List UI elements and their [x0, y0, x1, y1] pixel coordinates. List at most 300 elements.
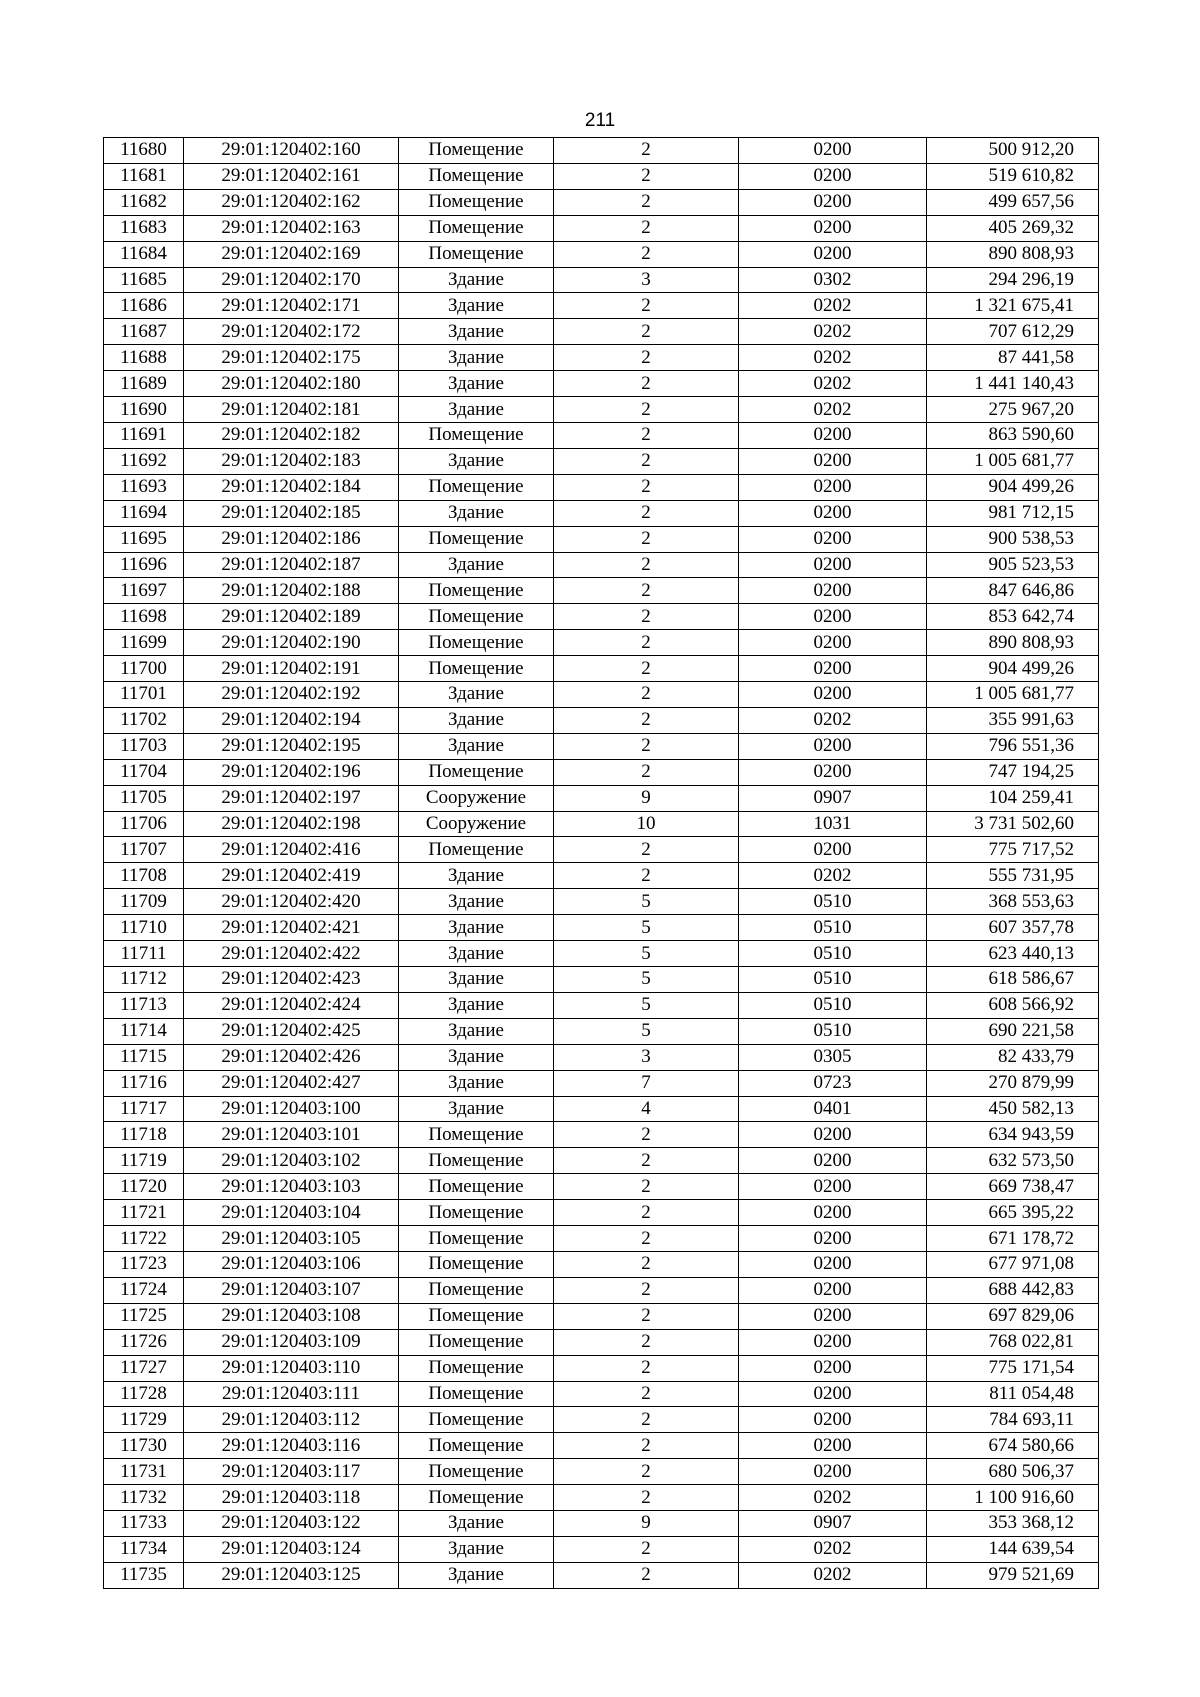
- cadastral-number-cell: 29:01:120402:160: [184, 138, 399, 164]
- table-row: [104, 189, 1099, 215]
- row-number-cell: 11688: [104, 345, 184, 371]
- object-type-cell: Здание: [399, 889, 554, 915]
- table-row: [104, 422, 1099, 448]
- table-row: [104, 526, 1099, 552]
- object-type-cell: Помещение: [399, 578, 554, 604]
- cadastral-cost-cell: 697 829,06: [927, 1303, 1099, 1329]
- cadastral-number-cell: 29:01:120402:424: [184, 992, 399, 1018]
- code-cell: 0200: [739, 733, 927, 759]
- object-type-cell: Помещение: [399, 189, 554, 215]
- group-cell: 2: [554, 759, 739, 785]
- table-row: [104, 992, 1099, 1018]
- table-row: [104, 241, 1099, 267]
- object-type-cell: Здание: [399, 1096, 554, 1122]
- table-row: [104, 345, 1099, 371]
- table-row: [104, 397, 1099, 423]
- cadastral-number-cell: 29:01:120402:416: [184, 837, 399, 863]
- row-number-cell: 11693: [104, 474, 184, 500]
- object-type-cell: Здание: [399, 863, 554, 889]
- object-type-cell: Сооружение: [399, 811, 554, 837]
- code-cell: 0510: [739, 941, 927, 967]
- cadastral-number-cell: 29:01:120402:175: [184, 345, 399, 371]
- row-number-cell: 11712: [104, 967, 184, 993]
- table-row: [104, 1511, 1099, 1537]
- object-type-cell: Помещение: [399, 1251, 554, 1277]
- table-row: [104, 1200, 1099, 1226]
- object-type-cell: Помещение: [399, 1485, 554, 1511]
- group-cell: 9: [554, 785, 739, 811]
- code-cell: 0200: [739, 656, 927, 682]
- cadastral-cost-cell: 618 586,67: [927, 967, 1099, 993]
- group-cell: 2: [554, 1459, 739, 1485]
- group-cell: 2: [554, 1562, 739, 1588]
- group-cell: 2: [554, 422, 739, 448]
- cadastral-number-cell: 29:01:120403:108: [184, 1303, 399, 1329]
- cadastral-cost-cell: 275 967,20: [927, 397, 1099, 423]
- code-cell: 0907: [739, 1511, 927, 1537]
- table-row: [104, 759, 1099, 785]
- cadastral-cost-cell: 608 566,92: [927, 992, 1099, 1018]
- code-cell: 0200: [739, 1122, 927, 1148]
- code-cell: 0510: [739, 967, 927, 993]
- cadastral-cost-cell: 747 194,25: [927, 759, 1099, 785]
- table-row: [104, 474, 1099, 500]
- code-cell: 0907: [739, 785, 927, 811]
- cadastral-cost-cell: 775 171,54: [927, 1355, 1099, 1381]
- cadastral-cost-cell: 1 100 916,60: [927, 1485, 1099, 1511]
- cadastral-number-cell: 29:01:120402:170: [184, 267, 399, 293]
- group-cell: 2: [554, 1303, 739, 1329]
- cadastral-number-cell: 29:01:120402:421: [184, 915, 399, 941]
- table-row: [104, 1044, 1099, 1070]
- group-cell: 2: [554, 1148, 739, 1174]
- code-cell: 0202: [739, 345, 927, 371]
- code-cell: 0202: [739, 707, 927, 733]
- cadastral-number-cell: 29:01:120403:117: [184, 1459, 399, 1485]
- cadastral-cost-cell: 768 022,81: [927, 1329, 1099, 1355]
- group-cell: 2: [554, 733, 739, 759]
- object-type-cell: Помещение: [399, 138, 554, 164]
- code-cell: 0305: [739, 1044, 927, 1070]
- object-type-cell: Помещение: [399, 759, 554, 785]
- group-cell: 2: [554, 682, 739, 708]
- row-number-cell: 11729: [104, 1407, 184, 1433]
- object-type-cell: Здание: [399, 1511, 554, 1537]
- code-cell: 0200: [739, 604, 927, 630]
- group-cell: 10: [554, 811, 739, 837]
- group-cell: 2: [554, 526, 739, 552]
- object-type-cell: Помещение: [399, 1303, 554, 1329]
- object-type-cell: Помещение: [399, 1381, 554, 1407]
- group-cell: 2: [554, 578, 739, 604]
- row-number-cell: 11722: [104, 1226, 184, 1252]
- cadastral-number-cell: 29:01:120402:171: [184, 293, 399, 319]
- table-row: [104, 941, 1099, 967]
- code-cell: 0200: [739, 1174, 927, 1200]
- object-type-cell: Помещение: [399, 215, 554, 241]
- cadastral-number-cell: 29:01:120402:191: [184, 656, 399, 682]
- row-number-cell: 11689: [104, 371, 184, 397]
- cadastral-number-cell: 29:01:120402:182: [184, 422, 399, 448]
- cadastral-number-cell: 29:01:120402:420: [184, 889, 399, 915]
- table-row: [104, 863, 1099, 889]
- code-cell: 0202: [739, 1536, 927, 1562]
- group-cell: 2: [554, 656, 739, 682]
- cadastral-cost-cell: 981 712,15: [927, 500, 1099, 526]
- page-number: 211: [584, 110, 616, 131]
- table-row: [104, 604, 1099, 630]
- cadastral-cost-cell: 623 440,13: [927, 941, 1099, 967]
- cadastral-number-cell: 29:01:120403:106: [184, 1251, 399, 1277]
- group-cell: 5: [554, 1018, 739, 1044]
- group-cell: 2: [554, 500, 739, 526]
- code-cell: 0200: [739, 474, 927, 500]
- cadastral-number-cell: 29:01:120402:169: [184, 241, 399, 267]
- row-number-cell: 11715: [104, 1044, 184, 1070]
- cadastral-number-cell: 29:01:120402:422: [184, 941, 399, 967]
- cadastral-number-cell: 29:01:120402:192: [184, 682, 399, 708]
- row-number-cell: 11691: [104, 422, 184, 448]
- object-type-cell: Здание: [399, 915, 554, 941]
- table-row: [104, 733, 1099, 759]
- row-number-cell: 11698: [104, 604, 184, 630]
- code-cell: 0200: [739, 1303, 927, 1329]
- object-type-cell: Здание: [399, 682, 554, 708]
- code-cell: 0200: [739, 526, 927, 552]
- cadastral-cost-cell: 519 610,82: [927, 163, 1099, 189]
- row-number-cell: 11718: [104, 1122, 184, 1148]
- cadastral-cost-cell: 904 499,26: [927, 474, 1099, 500]
- cadastral-number-cell: 29:01:120402:185: [184, 500, 399, 526]
- object-type-cell: Помещение: [399, 1459, 554, 1485]
- cadastral-number-cell: 29:01:120402:427: [184, 1070, 399, 1096]
- cadastral-cost-cell: 1 005 681,77: [927, 448, 1099, 474]
- cadastral-cost-cell: 863 590,60: [927, 422, 1099, 448]
- group-cell: 2: [554, 448, 739, 474]
- code-cell: 0510: [739, 889, 927, 915]
- code-cell: 0200: [739, 215, 927, 241]
- code-cell: 0200: [739, 500, 927, 526]
- row-number-cell: 11695: [104, 526, 184, 552]
- cadastral-cost-cell: 677 971,08: [927, 1251, 1099, 1277]
- object-type-cell: Здание: [399, 448, 554, 474]
- object-type-cell: Здание: [399, 1070, 554, 1096]
- table-row: [104, 1096, 1099, 1122]
- table-row: [104, 448, 1099, 474]
- cadastral-number-cell: 29:01:120403:118: [184, 1485, 399, 1511]
- row-number-cell: 11697: [104, 578, 184, 604]
- row-number-cell: 11692: [104, 448, 184, 474]
- code-cell: 0200: [739, 682, 927, 708]
- table-row: [104, 1329, 1099, 1355]
- group-cell: 5: [554, 992, 739, 1018]
- table-row: [104, 319, 1099, 345]
- group-cell: 2: [554, 319, 739, 345]
- cadastral-number-cell: 29:01:120403:100: [184, 1096, 399, 1122]
- object-type-cell: Здание: [399, 1562, 554, 1588]
- code-cell: 0200: [739, 630, 927, 656]
- object-type-cell: Помещение: [399, 1200, 554, 1226]
- group-cell: 2: [554, 863, 739, 889]
- code-cell: 0200: [739, 1226, 927, 1252]
- cadastral-number-cell: 29:01:120402:189: [184, 604, 399, 630]
- table-row: [104, 1433, 1099, 1459]
- group-cell: 2: [554, 837, 739, 863]
- row-number-cell: 11687: [104, 319, 184, 345]
- row-number-cell: 11735: [104, 1562, 184, 1588]
- code-cell: 0200: [739, 1329, 927, 1355]
- group-cell: 2: [554, 397, 739, 423]
- object-type-cell: Здание: [399, 319, 554, 345]
- code-cell: 0202: [739, 1485, 927, 1511]
- row-number-cell: 11725: [104, 1303, 184, 1329]
- group-cell: 5: [554, 941, 739, 967]
- cadastral-number-cell: 29:01:120402:186: [184, 526, 399, 552]
- cadastral-cost-cell: 707 612,29: [927, 319, 1099, 345]
- row-number-cell: 11734: [104, 1536, 184, 1562]
- object-type-cell: Здание: [399, 733, 554, 759]
- table-row: [104, 889, 1099, 915]
- cadastral-cost-cell: 665 395,22: [927, 1200, 1099, 1226]
- group-cell: 7: [554, 1070, 739, 1096]
- cadastral-cost-cell: 104 259,41: [927, 785, 1099, 811]
- group-cell: 2: [554, 371, 739, 397]
- cadastral-number-cell: 29:01:120402:181: [184, 397, 399, 423]
- cadastral-number-cell: 29:01:120402:187: [184, 552, 399, 578]
- group-cell: 2: [554, 1536, 739, 1562]
- group-cell: 2: [554, 630, 739, 656]
- row-number-cell: 11709: [104, 889, 184, 915]
- row-number-cell: 11685: [104, 267, 184, 293]
- row-number-cell: 11728: [104, 1381, 184, 1407]
- code-cell: 0200: [739, 1459, 927, 1485]
- cadastral-cost-cell: 890 808,93: [927, 630, 1099, 656]
- table-row: [104, 915, 1099, 941]
- row-number-cell: 11730: [104, 1433, 184, 1459]
- object-type-cell: Помещение: [399, 604, 554, 630]
- row-number-cell: 11686: [104, 293, 184, 319]
- cadastral-cost-cell: 671 178,72: [927, 1226, 1099, 1252]
- row-number-cell: 11690: [104, 397, 184, 423]
- object-type-cell: Помещение: [399, 1277, 554, 1303]
- table-row: [104, 371, 1099, 397]
- object-type-cell: Сооружение: [399, 785, 554, 811]
- group-cell: 5: [554, 967, 739, 993]
- cadastral-cost-cell: 82 433,79: [927, 1044, 1099, 1070]
- object-type-cell: Помещение: [399, 1433, 554, 1459]
- object-type-cell: Помещение: [399, 422, 554, 448]
- cadastral-cost-cell: 688 442,83: [927, 1277, 1099, 1303]
- row-number-cell: 11724: [104, 1277, 184, 1303]
- cadastral-cost-cell: 368 553,63: [927, 889, 1099, 915]
- group-cell: 2: [554, 138, 739, 164]
- code-cell: 1031: [739, 811, 927, 837]
- code-cell: 0401: [739, 1096, 927, 1122]
- object-type-cell: Помещение: [399, 474, 554, 500]
- cadastral-number-cell: 29:01:120403:103: [184, 1174, 399, 1200]
- object-type-cell: Здание: [399, 1044, 554, 1070]
- cadastral-number-cell: 29:01:120402:184: [184, 474, 399, 500]
- cadastral-number-cell: 29:01:120402:426: [184, 1044, 399, 1070]
- cadastral-number-cell: 29:01:120403:101: [184, 1122, 399, 1148]
- cadastral-cost-cell: 811 054,48: [927, 1381, 1099, 1407]
- registry-body: [104, 138, 1099, 1589]
- table-row: [104, 630, 1099, 656]
- table-row: [104, 707, 1099, 733]
- group-cell: 3: [554, 1044, 739, 1070]
- group-cell: 2: [554, 474, 739, 500]
- group-cell: 3: [554, 267, 739, 293]
- table-row: [104, 1485, 1099, 1511]
- table-row: [104, 1407, 1099, 1433]
- table-row: [104, 837, 1099, 863]
- cadastral-cost-cell: 450 582,13: [927, 1096, 1099, 1122]
- registry-table: [103, 137, 1099, 1589]
- table-row: [104, 811, 1099, 837]
- object-type-cell: Помещение: [399, 241, 554, 267]
- object-type-cell: Здание: [399, 1018, 554, 1044]
- code-cell: 0200: [739, 1200, 927, 1226]
- row-number-cell: 11708: [104, 863, 184, 889]
- table-row: [104, 293, 1099, 319]
- row-number-cell: 11701: [104, 682, 184, 708]
- row-number-cell: 11702: [104, 707, 184, 733]
- cadastral-cost-cell: 500 912,20: [927, 138, 1099, 164]
- cadastral-number-cell: 29:01:120402:163: [184, 215, 399, 241]
- code-cell: 0200: [739, 1251, 927, 1277]
- cadastral-cost-cell: 270 879,99: [927, 1070, 1099, 1096]
- object-type-cell: Помещение: [399, 837, 554, 863]
- cadastral-number-cell: 29:01:120403:112: [184, 1407, 399, 1433]
- row-number-cell: 11706: [104, 811, 184, 837]
- cadastral-number-cell: 29:01:120403:110: [184, 1355, 399, 1381]
- object-type-cell: Здание: [399, 500, 554, 526]
- cadastral-cost-cell: 555 731,95: [927, 863, 1099, 889]
- cadastral-number-cell: 29:01:120403:104: [184, 1200, 399, 1226]
- cadastral-cost-cell: 144 639,54: [927, 1536, 1099, 1562]
- object-type-cell: Здание: [399, 397, 554, 423]
- cadastral-number-cell: 29:01:120402:188: [184, 578, 399, 604]
- row-number-cell: 11684: [104, 241, 184, 267]
- cadastral-cost-cell: 979 521,69: [927, 1562, 1099, 1588]
- cadastral-number-cell: 29:01:120403:124: [184, 1536, 399, 1562]
- row-number-cell: 11733: [104, 1511, 184, 1537]
- group-cell: 2: [554, 215, 739, 241]
- group-cell: 2: [554, 604, 739, 630]
- cadastral-cost-cell: 353 368,12: [927, 1511, 1099, 1537]
- object-type-cell: Помещение: [399, 526, 554, 552]
- row-number-cell: 11681: [104, 163, 184, 189]
- object-type-cell: Здание: [399, 552, 554, 578]
- row-number-cell: 11732: [104, 1485, 184, 1511]
- table-row: [104, 1277, 1099, 1303]
- row-number-cell: 11680: [104, 138, 184, 164]
- row-number-cell: 11700: [104, 656, 184, 682]
- cadastral-cost-cell: 1 441 140,43: [927, 371, 1099, 397]
- group-cell: 2: [554, 1485, 739, 1511]
- cadastral-number-cell: 29:01:120402:183: [184, 448, 399, 474]
- cadastral-cost-cell: 499 657,56: [927, 189, 1099, 215]
- table-row: [104, 1459, 1099, 1485]
- table-row: [104, 656, 1099, 682]
- group-cell: 5: [554, 915, 739, 941]
- code-cell: 0200: [739, 241, 927, 267]
- row-number-cell: 11683: [104, 215, 184, 241]
- cadastral-cost-cell: 632 573,50: [927, 1148, 1099, 1174]
- row-number-cell: 11694: [104, 500, 184, 526]
- cadastral-number-cell: 29:01:120403:125: [184, 1562, 399, 1588]
- cadastral-number-cell: 29:01:120402:423: [184, 967, 399, 993]
- cadastral-number-cell: 29:01:120402:162: [184, 189, 399, 215]
- table-row: [104, 552, 1099, 578]
- cadastral-number-cell: 29:01:120402:190: [184, 630, 399, 656]
- table-row: [104, 1251, 1099, 1277]
- group-cell: 4: [554, 1096, 739, 1122]
- table-row: [104, 682, 1099, 708]
- table-row: [104, 1174, 1099, 1200]
- table-row: [104, 215, 1099, 241]
- group-cell: 2: [554, 1355, 739, 1381]
- cadastral-cost-cell: 796 551,36: [927, 733, 1099, 759]
- object-type-cell: Помещение: [399, 1122, 554, 1148]
- object-type-cell: Здание: [399, 1536, 554, 1562]
- object-type-cell: Здание: [399, 967, 554, 993]
- cadastral-cost-cell: 900 538,53: [927, 526, 1099, 552]
- cadastral-number-cell: 29:01:120402:425: [184, 1018, 399, 1044]
- code-cell: 0202: [739, 863, 927, 889]
- cadastral-number-cell: 29:01:120402:197: [184, 785, 399, 811]
- cadastral-number-cell: 29:01:120403:105: [184, 1226, 399, 1252]
- code-cell: 0200: [739, 163, 927, 189]
- table-row: [104, 1122, 1099, 1148]
- cadastral-cost-cell: 1 005 681,77: [927, 682, 1099, 708]
- group-cell: 2: [554, 293, 739, 319]
- code-cell: 0200: [739, 1277, 927, 1303]
- cadastral-number-cell: 29:01:120402:419: [184, 863, 399, 889]
- group-cell: 2: [554, 552, 739, 578]
- table-row: [104, 1536, 1099, 1562]
- table-row: [104, 1303, 1099, 1329]
- row-number-cell: 11731: [104, 1459, 184, 1485]
- cadastral-number-cell: 29:01:120403:107: [184, 1277, 399, 1303]
- row-number-cell: 11720: [104, 1174, 184, 1200]
- cadastral-cost-cell: 405 269,32: [927, 215, 1099, 241]
- group-cell: 2: [554, 1200, 739, 1226]
- object-type-cell: Здание: [399, 707, 554, 733]
- cadastral-cost-cell: 674 580,66: [927, 1433, 1099, 1459]
- row-number-cell: 11682: [104, 189, 184, 215]
- group-cell: 2: [554, 1122, 739, 1148]
- code-cell: 0200: [739, 448, 927, 474]
- group-cell: 2: [554, 241, 739, 267]
- table-row: [104, 1355, 1099, 1381]
- cadastral-cost-cell: 690 221,58: [927, 1018, 1099, 1044]
- row-number-cell: 11713: [104, 992, 184, 1018]
- code-cell: 0302: [739, 267, 927, 293]
- row-number-cell: 11714: [104, 1018, 184, 1044]
- group-cell: 2: [554, 1277, 739, 1303]
- cadastral-number-cell: 29:01:120402:161: [184, 163, 399, 189]
- code-cell: 0200: [739, 422, 927, 448]
- row-number-cell: 11719: [104, 1148, 184, 1174]
- cadastral-cost-cell: 607 357,78: [927, 915, 1099, 941]
- table-row: [104, 1070, 1099, 1096]
- cadastral-cost-cell: 680 506,37: [927, 1459, 1099, 1485]
- code-cell: 0200: [739, 578, 927, 604]
- table-row: [104, 785, 1099, 811]
- cadastral-cost-cell: 775 717,52: [927, 837, 1099, 863]
- object-type-cell: Помещение: [399, 163, 554, 189]
